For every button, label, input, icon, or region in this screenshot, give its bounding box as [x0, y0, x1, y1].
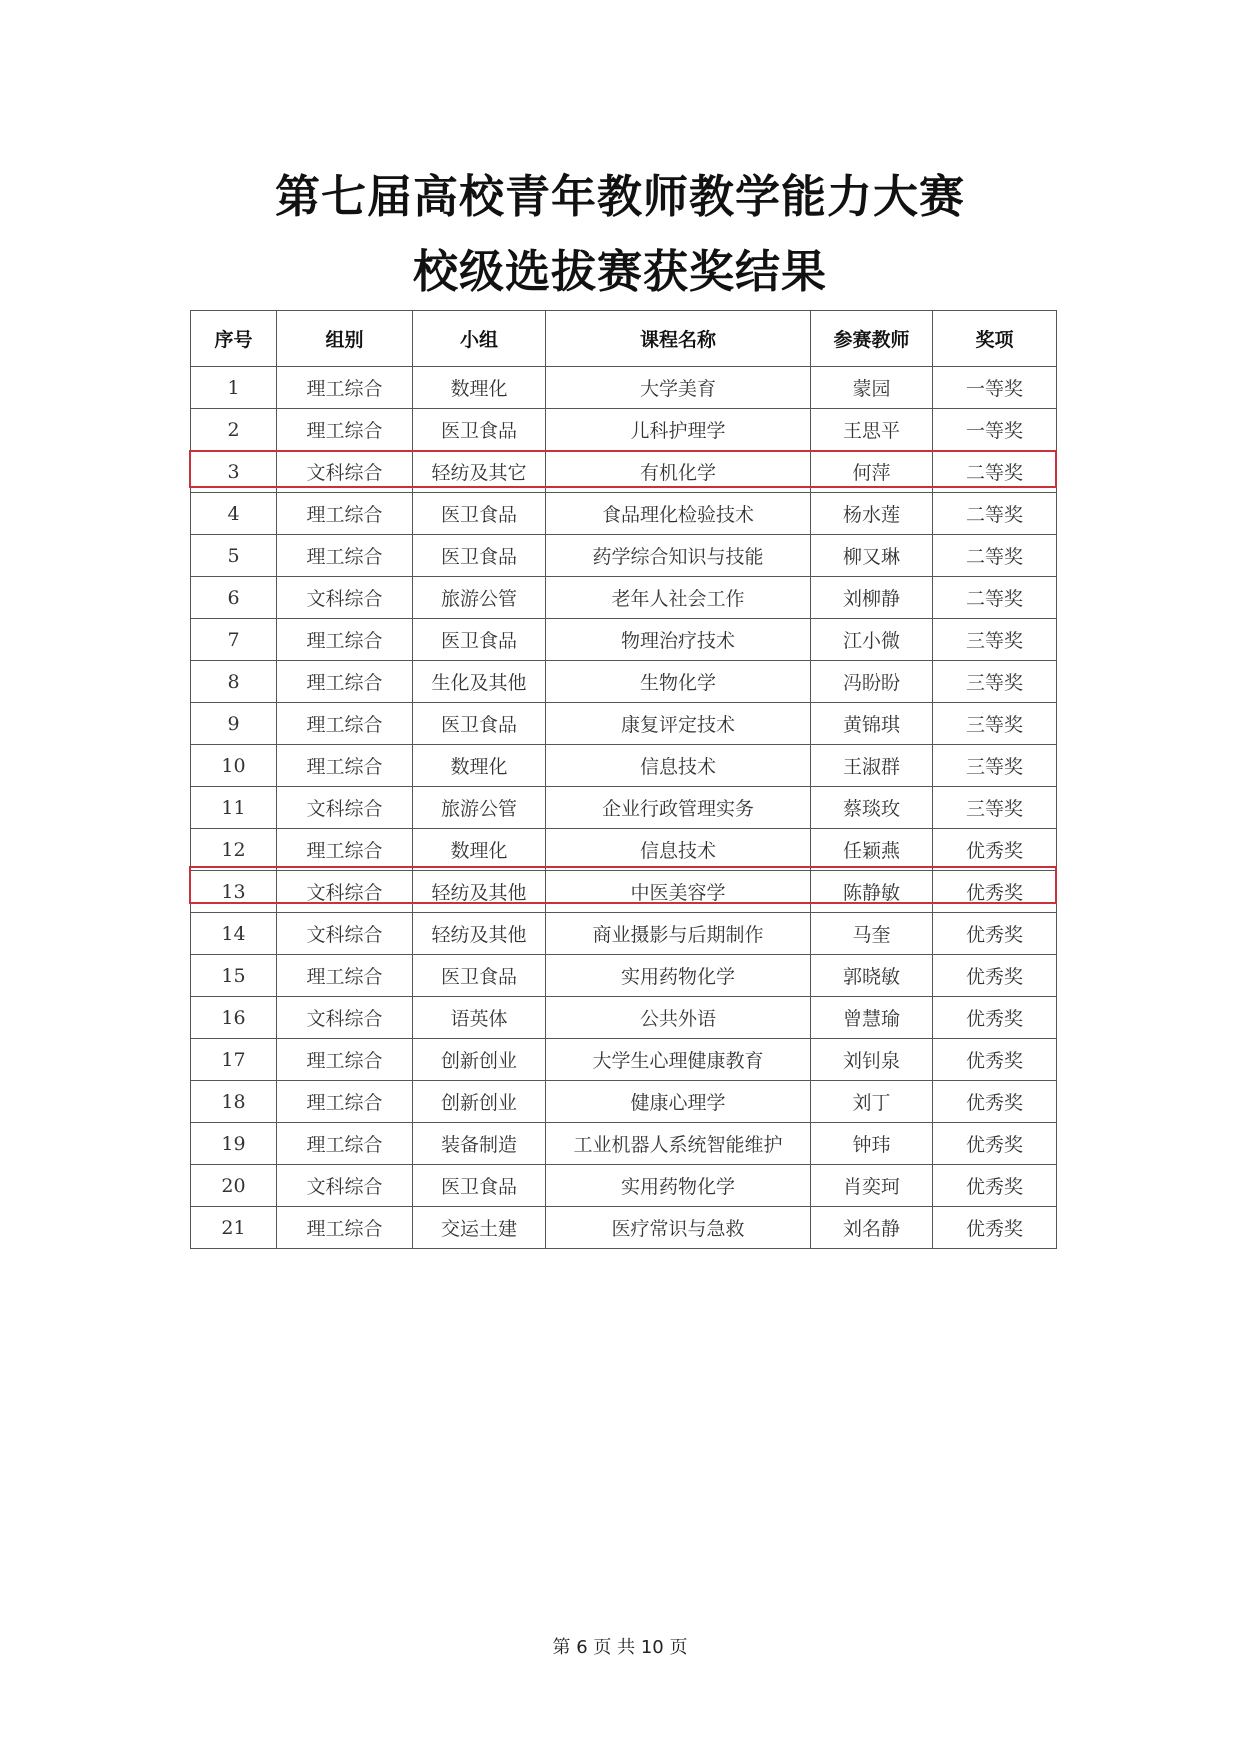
cell-group: 文科综合 [277, 1165, 413, 1207]
cell-course: 医疗常识与急救 [546, 1207, 811, 1249]
cell-award: 优秀奖 [933, 1123, 1057, 1165]
cell-subgroup: 轻纺及其他 [413, 913, 546, 955]
cell-course: 大学生心理健康教育 [546, 1039, 811, 1081]
cell-teacher: 刘丁 [811, 1081, 933, 1123]
cell-award: 二等奖 [933, 451, 1057, 493]
table-row [191, 745, 1057, 787]
header-subgroup: 小组 [413, 311, 546, 367]
cell-index: 18 [191, 1081, 277, 1123]
cell-subgroup: 医卫食品 [413, 535, 546, 577]
cell-course: 实用药物化学 [546, 1165, 811, 1207]
table-row [191, 451, 1057, 493]
cell-award: 优秀奖 [933, 955, 1057, 997]
table-row [191, 1123, 1057, 1165]
cell-group: 理工综合 [277, 829, 413, 871]
cell-award: 三等奖 [933, 619, 1057, 661]
cell-group: 文科综合 [277, 577, 413, 619]
cell-award: 优秀奖 [933, 913, 1057, 955]
table-row [191, 577, 1057, 619]
table-row [191, 871, 1057, 913]
cell-award: 优秀奖 [933, 1207, 1057, 1249]
cell-subgroup: 装备制造 [413, 1123, 546, 1165]
cell-award: 优秀奖 [933, 871, 1057, 913]
cell-index: 2 [191, 409, 277, 451]
cell-index: 1 [191, 367, 277, 409]
cell-teacher: 刘名静 [811, 1207, 933, 1249]
cell-award: 三等奖 [933, 745, 1057, 787]
table-row [191, 829, 1057, 871]
results-table [190, 310, 1057, 1249]
cell-award: 三等奖 [933, 703, 1057, 745]
cell-course: 企业行政管理实务 [546, 787, 811, 829]
cell-course: 康复评定技术 [546, 703, 811, 745]
cell-teacher: 肖奕珂 [811, 1165, 933, 1207]
table-row [191, 409, 1057, 451]
cell-teacher: 何萍 [811, 451, 933, 493]
cell-course: 中医美容学 [546, 871, 811, 913]
cell-teacher: 蒙园 [811, 367, 933, 409]
cell-award: 优秀奖 [933, 997, 1057, 1039]
cell-subgroup: 数理化 [413, 367, 546, 409]
table-row [191, 535, 1057, 577]
cell-group: 文科综合 [277, 913, 413, 955]
header-course: 课程名称 [546, 311, 811, 367]
cell-teacher: 王思平 [811, 409, 933, 451]
page-subtitle: 校级选拔赛获奖结果 [412, 245, 827, 298]
cell-group: 理工综合 [277, 703, 413, 745]
cell-teacher: 马奎 [811, 913, 933, 955]
cell-award: 优秀奖 [933, 1039, 1057, 1081]
table-row [191, 787, 1057, 829]
cell-teacher: 刘钊泉 [811, 1039, 933, 1081]
cell-index: 4 [191, 493, 277, 535]
cell-subgroup: 轻纺及其它 [413, 451, 546, 493]
cell-group: 理工综合 [277, 1039, 413, 1081]
cell-index: 3 [191, 451, 277, 493]
cell-group: 理工综合 [277, 1207, 413, 1249]
cell-group: 理工综合 [277, 535, 413, 577]
cell-subgroup: 交运土建 [413, 1207, 546, 1249]
cell-award: 优秀奖 [933, 1081, 1057, 1123]
cell-subgroup: 医卫食品 [413, 955, 546, 997]
cell-index: 21 [191, 1207, 277, 1249]
cell-index: 12 [191, 829, 277, 871]
cell-subgroup: 医卫食品 [413, 409, 546, 451]
cell-award: 三等奖 [933, 787, 1057, 829]
cell-subgroup: 创新创业 [413, 1081, 546, 1123]
cell-course: 有机化学 [546, 451, 811, 493]
header-award: 奖项 [933, 311, 1057, 367]
cell-award: 优秀奖 [933, 1165, 1057, 1207]
cell-course: 老年人社会工作 [546, 577, 811, 619]
page-number: 第 6 页 共 10 页 [552, 1637, 688, 1658]
cell-award: 二等奖 [933, 535, 1057, 577]
header-index: 序号 [191, 311, 277, 367]
cell-index: 16 [191, 997, 277, 1039]
cell-index: 17 [191, 1039, 277, 1081]
cell-group: 理工综合 [277, 619, 413, 661]
cell-teacher: 柳又琳 [811, 535, 933, 577]
cell-index: 20 [191, 1165, 277, 1207]
cell-group: 文科综合 [277, 451, 413, 493]
cell-index: 6 [191, 577, 277, 619]
table-row [191, 661, 1057, 703]
cell-group: 文科综合 [277, 787, 413, 829]
cell-index: 15 [191, 955, 277, 997]
table-row [191, 619, 1057, 661]
cell-award: 一等奖 [933, 409, 1057, 451]
cell-course: 食品理化检验技术 [546, 493, 811, 535]
cell-subgroup: 数理化 [413, 829, 546, 871]
cell-teacher: 冯盼盼 [811, 661, 933, 703]
cell-index: 5 [191, 535, 277, 577]
cell-teacher: 王淑群 [811, 745, 933, 787]
cell-subgroup: 生化及其他 [413, 661, 546, 703]
cell-course: 信息技术 [546, 745, 811, 787]
cell-course: 信息技术 [546, 829, 811, 871]
page-title: 第七届高校青年教师教学能力大赛 [274, 170, 965, 223]
cell-index: 14 [191, 913, 277, 955]
cell-index: 19 [191, 1123, 277, 1165]
cell-index: 8 [191, 661, 277, 703]
table-row [191, 1081, 1057, 1123]
cell-subgroup: 旅游公管 [413, 787, 546, 829]
cell-course: 商业摄影与后期制作 [546, 913, 811, 955]
cell-teacher: 江小微 [811, 619, 933, 661]
cell-group: 文科综合 [277, 871, 413, 913]
table-row [191, 703, 1057, 745]
cell-teacher: 杨水莲 [811, 493, 933, 535]
cell-course: 工业机器人系统智能维护 [546, 1123, 811, 1165]
cell-award: 一等奖 [933, 367, 1057, 409]
cell-award: 二等奖 [933, 577, 1057, 619]
cell-subgroup: 轻纺及其他 [413, 871, 546, 913]
cell-group: 理工综合 [277, 955, 413, 997]
cell-index: 10 [191, 745, 277, 787]
table-row [191, 1207, 1057, 1249]
table-row [191, 367, 1057, 409]
header-teacher: 参赛教师 [811, 311, 933, 367]
cell-subgroup: 医卫食品 [413, 703, 546, 745]
cell-teacher: 钟玮 [811, 1123, 933, 1165]
table-header-row [191, 311, 1057, 367]
table-row [191, 1165, 1057, 1207]
cell-course: 儿科护理学 [546, 409, 811, 451]
cell-course: 实用药物化学 [546, 955, 811, 997]
cell-course: 药学综合知识与技能 [546, 535, 811, 577]
header-group: 组别 [277, 311, 413, 367]
cell-subgroup: 医卫食品 [413, 1165, 546, 1207]
cell-subgroup: 数理化 [413, 745, 546, 787]
table-row [191, 1039, 1057, 1081]
cell-group: 理工综合 [277, 745, 413, 787]
cell-subgroup: 旅游公管 [413, 577, 546, 619]
cell-group: 理工综合 [277, 409, 413, 451]
cell-group: 文科综合 [277, 997, 413, 1039]
cell-teacher: 黄锦琪 [811, 703, 933, 745]
cell-group: 理工综合 [277, 1123, 413, 1165]
cell-teacher: 任颖燕 [811, 829, 933, 871]
cell-award: 二等奖 [933, 493, 1057, 535]
cell-course: 物理治疗技术 [546, 619, 811, 661]
cell-teacher: 郭晓敏 [811, 955, 933, 997]
table-row [191, 913, 1057, 955]
cell-teacher: 蔡琰玫 [811, 787, 933, 829]
cell-teacher: 曾慧瑜 [811, 997, 933, 1039]
cell-course: 生物化学 [546, 661, 811, 703]
cell-group: 理工综合 [277, 493, 413, 535]
table-row [191, 493, 1057, 535]
cell-subgroup: 医卫食品 [413, 619, 546, 661]
cell-index: 7 [191, 619, 277, 661]
cell-course: 健康心理学 [546, 1081, 811, 1123]
cell-index: 13 [191, 871, 277, 913]
cell-subgroup: 医卫食品 [413, 493, 546, 535]
cell-award: 优秀奖 [933, 829, 1057, 871]
cell-index: 9 [191, 703, 277, 745]
table-row [191, 997, 1057, 1039]
cell-teacher: 刘柳静 [811, 577, 933, 619]
cell-course: 大学美育 [546, 367, 811, 409]
cell-group: 理工综合 [277, 367, 413, 409]
cell-teacher: 陈静敏 [811, 871, 933, 913]
cell-group: 理工综合 [277, 661, 413, 703]
cell-course: 公共外语 [546, 997, 811, 1039]
cell-subgroup: 创新创业 [413, 1039, 546, 1081]
cell-index: 11 [191, 787, 277, 829]
cell-group: 理工综合 [277, 1081, 413, 1123]
table-row [191, 955, 1057, 997]
cell-subgroup: 语英体 [413, 997, 546, 1039]
cell-award: 三等奖 [933, 661, 1057, 703]
